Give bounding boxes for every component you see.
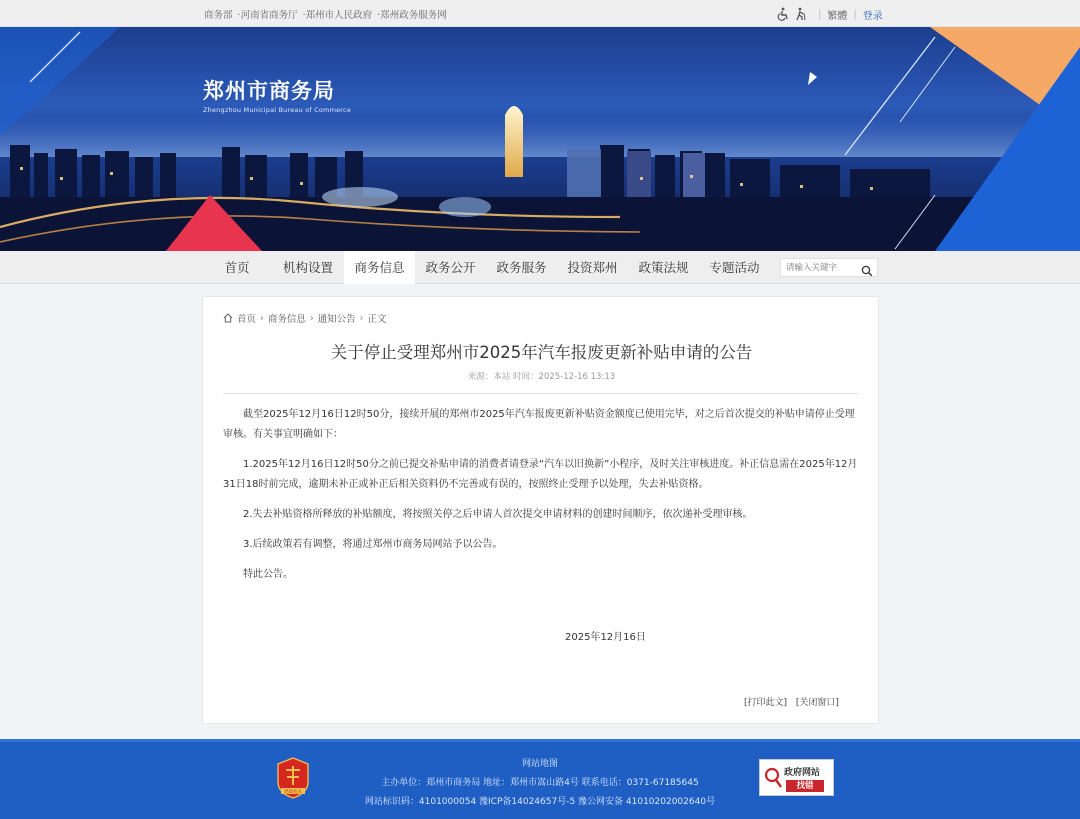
search-icon[interactable]: [861, 262, 873, 274]
gov-badge-action: 找错: [786, 780, 824, 792]
article-actions: [738, 695, 839, 708]
site-footer: [0, 739, 1080, 819]
top-bar: [0, 0, 1080, 27]
breadcrumb-commerce-info[interactable]: 商务信息: [267, 314, 306, 325]
gov-badge-title: 政府网站: [784, 768, 821, 778]
article-paragraph: 特此公告。: [243, 569, 293, 580]
nav-commerce-info[interactable]: 商务信息: [344, 251, 415, 284]
emblem-label: 党政机关: [284, 790, 302, 795]
link-henan-commerce[interactable]: ·河南省商务厅: [237, 10, 298, 21]
nav-organization[interactable]: 机构设置: [282, 260, 333, 275]
article-title: 关于停止受理郑州市2025年汽车报废更新补贴申请的公告: [330, 343, 753, 362]
site-logo[interactable]: [203, 75, 351, 114]
nav-special-events[interactable]: 专题活动: [709, 260, 760, 275]
nav-home[interactable]: 首页: [224, 260, 250, 275]
nav-gov-affairs-open[interactable]: 政务公开: [425, 260, 476, 275]
sitemap-link[interactable]: 网站地图: [521, 759, 558, 769]
divider: [223, 393, 859, 394]
breadcrumb-current: 正文: [367, 314, 387, 325]
article-meta: 来源：本站 时间：2025-12-16 13:13: [467, 372, 616, 382]
article-date: 2025年12月16日: [565, 632, 646, 643]
magnifier-icon: [764, 765, 782, 791]
related-links: [204, 7, 449, 21]
footer-registration-info: 网站标识码：4101000054 豫ICP备14024657号-5 豫公网安备 41010202002640号: [364, 797, 716, 807]
home-icon[interactable]: [223, 313, 233, 323]
walking-assist-icon[interactable]: [794, 7, 808, 21]
link-zhengzhou-service[interactable]: ·郑州政务服务网: [377, 10, 447, 21]
city-skyline-image: [0, 27, 1080, 251]
article-paragraph: 3.后续政策若有调整，将通过郑州市商务局网站予以公告。: [243, 539, 503, 550]
breadcrumb-notices[interactable]: 通知公告: [317, 314, 356, 325]
link-zhengzhou-gov[interactable]: ·郑州市人民政府: [302, 10, 373, 21]
link-mofcom[interactable]: 商务部: [204, 10, 233, 21]
article-paragraph: 2.失去补贴资格所释放的补贴额度，将按照关停之后申请人首次提交申请材料的创建时间顺序，依次递补受理审核。: [243, 509, 753, 520]
chevron-right-icon: ›: [359, 312, 364, 324]
divider: |: [853, 8, 857, 20]
footer-sponsor-info: 主办单位：郑州市商务局 地址：郑州市嵩山路4号 联系电话：0371-67185645: [381, 778, 699, 788]
site-title-en: Zhengzhou Municipal Bureau of Commerce: [203, 106, 352, 114]
breadcrumb: [223, 311, 387, 325]
close-window-button[interactable]: [关闭窗口]: [795, 698, 839, 708]
chevron-right-icon: ›: [309, 312, 314, 324]
article-paragraph: 1.2025年12月16日12时50分之前已提交补贴申请的消费者请登录“汽车以旧换新”小程序，及时关注审核进度。补正信息需在2025年12月31日18时前完成，逾期未补正或补正后相关资料仍不完善或有误的，按照终止受理予以处理，失去补贴资格。: [223, 459, 858, 490]
traditional-chinese-link[interactable]: 繁體: [827, 10, 848, 22]
gov-site-error-report[interactable]: [759, 759, 834, 796]
site-search: [780, 258, 878, 277]
divider: |: [818, 8, 822, 20]
article-paragraph: 截至2025年12月16日12时50分，接续开展的郑州市2025年汽车报废更新补贴资金额度已使用完毕，对之后首次提交的补贴申请停止受理审核。有关事宜明确如下：: [223, 409, 855, 440]
top-right-tools: [776, 6, 883, 22]
chevron-right-icon: ›: [260, 312, 264, 324]
nav-invest-zhengzhou[interactable]: 投资郑州: [567, 260, 618, 275]
nav-gov-services[interactable]: 政务服务: [496, 260, 547, 275]
main-nav: [0, 251, 1080, 284]
header-banner: [0, 27, 1080, 251]
site-title-cn: 郑州市商务局: [203, 79, 335, 103]
login-link[interactable]: 登录: [862, 10, 883, 22]
search-input[interactable]: [786, 261, 858, 275]
article-panel: [202, 296, 879, 724]
wheelchair-icon[interactable]: [776, 7, 790, 21]
nav-policies[interactable]: 政策法规: [638, 260, 689, 275]
breadcrumb-home[interactable]: 首页: [237, 314, 257, 325]
print-button[interactable]: [打印此文]: [744, 698, 788, 708]
